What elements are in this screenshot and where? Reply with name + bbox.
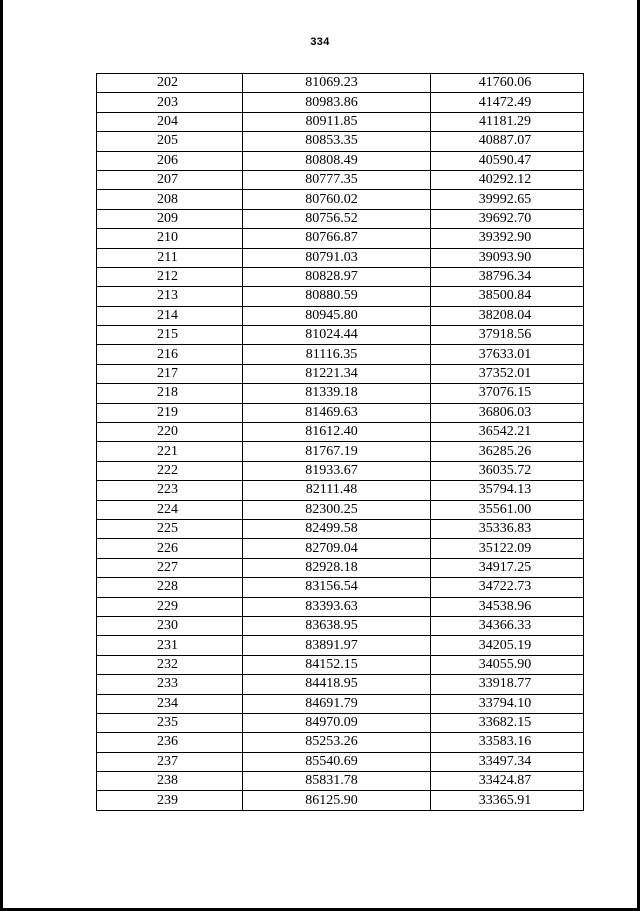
point-number-cell: 213 — [97, 287, 243, 306]
table-row — [97, 578, 584, 597]
coordinate-y-cell: 39692.70 — [431, 209, 584, 228]
table-row — [97, 500, 584, 519]
coordinate-x-cell: 81069.23 — [243, 74, 431, 93]
point-number-cell: 203 — [97, 93, 243, 112]
coordinate-x-cell: 80808.49 — [243, 151, 431, 170]
point-number-cell: 234 — [97, 694, 243, 713]
table-row — [97, 112, 584, 131]
coordinate-y-cell: 35794.13 — [431, 481, 584, 500]
table-row — [97, 132, 584, 151]
table-row — [97, 713, 584, 732]
table-body — [97, 74, 584, 811]
table-row — [97, 636, 584, 655]
coordinate-x-cell: 82111.48 — [243, 481, 431, 500]
coordinate-y-cell: 34366.33 — [431, 616, 584, 635]
coordinate-y-cell: 35561.00 — [431, 500, 584, 519]
coordinate-x-cell: 81024.44 — [243, 326, 431, 345]
point-number-cell: 210 — [97, 229, 243, 248]
coordinate-x-cell: 84418.95 — [243, 675, 431, 694]
table-row — [97, 539, 584, 558]
point-number-cell: 226 — [97, 539, 243, 558]
coordinate-x-cell: 80983.86 — [243, 93, 431, 112]
coordinate-x-cell: 85253.26 — [243, 733, 431, 752]
point-number-cell: 230 — [97, 616, 243, 635]
point-number-cell: 224 — [97, 500, 243, 519]
table-row — [97, 287, 584, 306]
coordinate-y-cell: 38796.34 — [431, 267, 584, 286]
coordinate-y-cell: 41472.49 — [431, 93, 584, 112]
coordinate-x-cell: 86125.90 — [243, 791, 431, 810]
coordinate-x-cell: 82300.25 — [243, 500, 431, 519]
table-row — [97, 306, 584, 325]
coordinate-y-cell: 34055.90 — [431, 655, 584, 674]
point-number-cell: 208 — [97, 190, 243, 209]
coordinate-x-cell: 80756.52 — [243, 209, 431, 228]
coordinate-y-cell: 33497.34 — [431, 752, 584, 771]
page-left-border — [0, 0, 3, 911]
coordinate-x-cell: 84152.15 — [243, 655, 431, 674]
coordinate-y-cell: 34722.73 — [431, 578, 584, 597]
coordinate-y-cell: 34205.19 — [431, 636, 584, 655]
coordinate-y-cell: 33918.77 — [431, 675, 584, 694]
point-number-cell: 204 — [97, 112, 243, 131]
coordinate-x-cell: 80766.87 — [243, 229, 431, 248]
point-number-cell: 220 — [97, 423, 243, 442]
point-number-cell: 207 — [97, 170, 243, 189]
coordinate-x-cell: 85540.69 — [243, 752, 431, 771]
coordinate-x-cell: 81339.18 — [243, 384, 431, 403]
table-row — [97, 267, 584, 286]
table-row — [97, 675, 584, 694]
table-row — [97, 791, 584, 810]
table-row — [97, 93, 584, 112]
coordinate-x-cell: 80828.97 — [243, 267, 431, 286]
coordinate-x-cell: 83891.97 — [243, 636, 431, 655]
coordinate-x-cell: 81221.34 — [243, 364, 431, 383]
table-row — [97, 384, 584, 403]
coordinate-y-cell: 40292.12 — [431, 170, 584, 189]
point-number-cell: 231 — [97, 636, 243, 655]
table-row — [97, 558, 584, 577]
coordinate-y-cell: 39093.90 — [431, 248, 584, 267]
coordinate-y-cell: 41760.06 — [431, 74, 584, 93]
table-row — [97, 403, 584, 422]
table-row — [97, 209, 584, 228]
point-number-cell: 239 — [97, 791, 243, 810]
point-number-cell: 236 — [97, 733, 243, 752]
point-number-cell: 217 — [97, 364, 243, 383]
page-number: 334 — [310, 36, 330, 48]
point-number-cell: 228 — [97, 578, 243, 597]
table-row — [97, 364, 584, 383]
coordinate-y-cell: 34917.25 — [431, 558, 584, 577]
coordinate-table — [96, 73, 584, 811]
point-number-cell: 216 — [97, 345, 243, 364]
coordinate-y-cell: 39992.65 — [431, 190, 584, 209]
table-row — [97, 326, 584, 345]
coordinate-x-cell: 82928.18 — [243, 558, 431, 577]
table-row — [97, 733, 584, 752]
table-row — [97, 248, 584, 267]
point-number-cell: 205 — [97, 132, 243, 151]
table-row — [97, 461, 584, 480]
coordinate-x-cell: 85831.78 — [243, 772, 431, 791]
point-number-cell: 219 — [97, 403, 243, 422]
coordinate-x-cell: 83393.63 — [243, 597, 431, 616]
coordinate-y-cell: 33424.87 — [431, 772, 584, 791]
coordinate-x-cell: 80945.80 — [243, 306, 431, 325]
table-row — [97, 752, 584, 771]
table-row — [97, 170, 584, 189]
table-row — [97, 190, 584, 209]
coordinate-y-cell: 33794.10 — [431, 694, 584, 713]
point-number-cell: 238 — [97, 772, 243, 791]
coordinate-y-cell: 36542.21 — [431, 423, 584, 442]
coordinate-y-cell: 36035.72 — [431, 461, 584, 480]
coordinate-y-cell: 38208.04 — [431, 306, 584, 325]
coordinate-y-cell: 36806.03 — [431, 403, 584, 422]
table-row — [97, 481, 584, 500]
point-number-cell: 225 — [97, 519, 243, 538]
table-row — [97, 655, 584, 674]
coordinate-y-cell: 34538.96 — [431, 597, 584, 616]
point-number-cell: 235 — [97, 713, 243, 732]
coordinate-x-cell: 80777.35 — [243, 170, 431, 189]
table-row — [97, 229, 584, 248]
coordinate-y-cell: 37918.56 — [431, 326, 584, 345]
coordinate-x-cell: 83638.95 — [243, 616, 431, 635]
coordinate-y-cell: 37633.01 — [431, 345, 584, 364]
point-number-cell: 214 — [97, 306, 243, 325]
table-row — [97, 442, 584, 461]
table-row — [97, 74, 584, 93]
table-row — [97, 772, 584, 791]
coordinate-x-cell: 82709.04 — [243, 539, 431, 558]
coordinate-y-cell: 38500.84 — [431, 287, 584, 306]
coordinate-y-cell: 39392.90 — [431, 229, 584, 248]
point-number-cell: 221 — [97, 442, 243, 461]
coordinate-y-cell: 35122.09 — [431, 539, 584, 558]
table-row — [97, 345, 584, 364]
coordinate-x-cell: 80853.35 — [243, 132, 431, 151]
coordinate-x-cell: 81469.63 — [243, 403, 431, 422]
point-number-cell: 227 — [97, 558, 243, 577]
point-number-cell: 212 — [97, 267, 243, 286]
table-row — [97, 423, 584, 442]
point-number-cell: 223 — [97, 481, 243, 500]
point-number-cell: 215 — [97, 326, 243, 345]
coordinate-y-cell: 37352.01 — [431, 364, 584, 383]
point-number-cell: 206 — [97, 151, 243, 170]
coordinate-x-cell: 80911.85 — [243, 112, 431, 131]
coordinate-x-cell: 83156.54 — [243, 578, 431, 597]
point-number-cell: 232 — [97, 655, 243, 674]
coordinate-y-cell: 37076.15 — [431, 384, 584, 403]
point-number-cell: 202 — [97, 74, 243, 93]
table-row — [97, 597, 584, 616]
table-row — [97, 616, 584, 635]
coordinate-x-cell: 80791.03 — [243, 248, 431, 267]
point-number-cell: 209 — [97, 209, 243, 228]
table-row — [97, 519, 584, 538]
table-row — [97, 151, 584, 170]
point-number-cell: 218 — [97, 384, 243, 403]
coordinate-x-cell: 81116.35 — [243, 345, 431, 364]
coordinate-y-cell: 40590.47 — [431, 151, 584, 170]
coordinate-y-cell: 33682.15 — [431, 713, 584, 732]
coordinate-y-cell: 41181.29 — [431, 112, 584, 131]
coordinate-x-cell: 81933.67 — [243, 461, 431, 480]
coordinate-y-cell: 36285.26 — [431, 442, 584, 461]
coordinate-y-cell: 35336.83 — [431, 519, 584, 538]
point-number-cell: 237 — [97, 752, 243, 771]
point-number-cell: 229 — [97, 597, 243, 616]
coordinate-y-cell: 33583.16 — [431, 733, 584, 752]
coordinate-y-cell: 40887.07 — [431, 132, 584, 151]
coordinate-x-cell: 82499.58 — [243, 519, 431, 538]
coordinate-x-cell: 81612.40 — [243, 423, 431, 442]
point-number-cell: 233 — [97, 675, 243, 694]
coordinate-x-cell: 81767.19 — [243, 442, 431, 461]
coordinate-x-cell: 80760.02 — [243, 190, 431, 209]
coordinate-x-cell: 80880.59 — [243, 287, 431, 306]
coordinate-x-cell: 84691.79 — [243, 694, 431, 713]
coordinate-y-cell: 33365.91 — [431, 791, 584, 810]
table-row — [97, 694, 584, 713]
coordinate-x-cell: 84970.09 — [243, 713, 431, 732]
point-number-cell: 222 — [97, 461, 243, 480]
point-number-cell: 211 — [97, 248, 243, 267]
